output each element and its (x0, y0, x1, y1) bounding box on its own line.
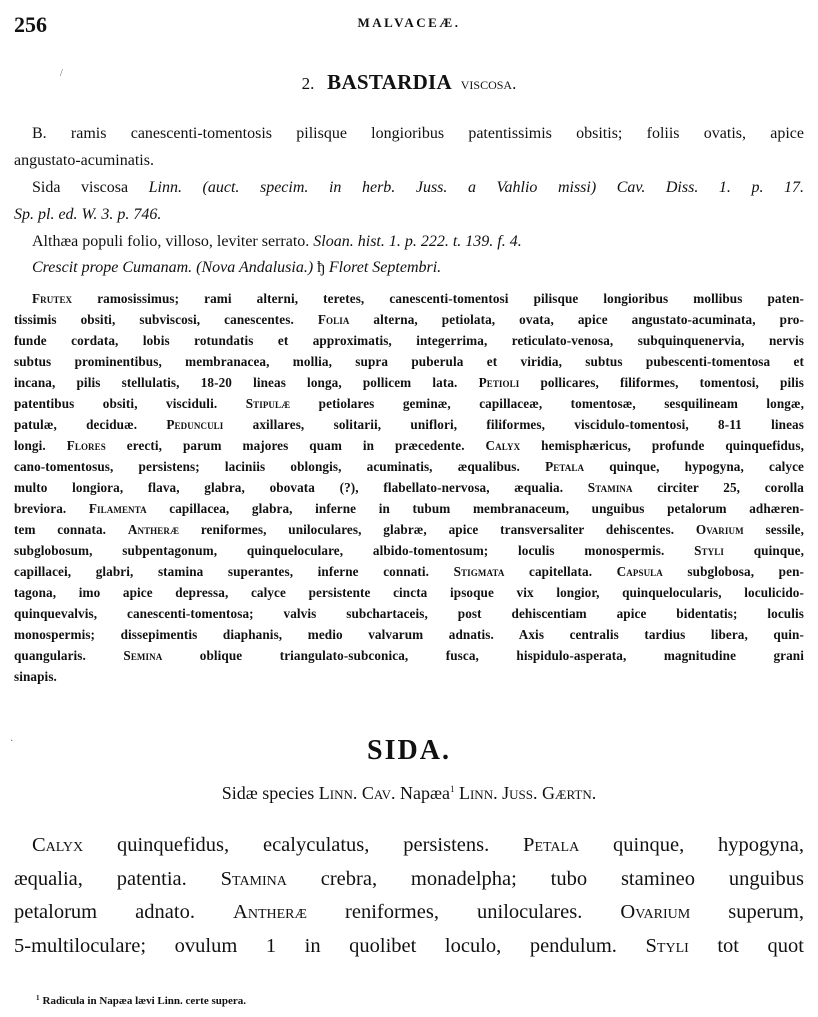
running-head: MALVACEÆ. (357, 15, 461, 30)
text-run: petiolares geminæ, capillaceæ, tomentosæ, sesquilineam longæ, (290, 396, 805, 411)
diagnosis-line: angustato-acuminatis. (14, 152, 154, 169)
footnote-marker: 1 (36, 994, 40, 1002)
text-run: monospermis; dissepimentis diaphanis, medio valvarum adnatis. Axis centralis tardius libera, quin- (14, 627, 804, 642)
footnote (36, 994, 246, 1007)
text-run: axillares, solitarii, uniflori, filiformes, viscidulo-tomentosi, 8-11 lineas (223, 417, 804, 432)
section-term: Capsula (616, 564, 663, 579)
text-run: sinapis. (14, 669, 57, 684)
text-run: quinquevalvis, canescenti-tomentosa; valvis subchartaceis, post dehiscentiam apice bidentatis; loculis (14, 606, 804, 621)
text-line (14, 414, 804, 435)
text-run: quinquefidus, ecalyculatus, persistens. (83, 834, 524, 856)
text-line (14, 829, 804, 863)
diagnosis-line: B. ramis canescenti-tomentosis pilisque longioribus patentissimis obsitis; foliis ovatis, apice (32, 125, 804, 142)
synonymy-authors: Linn. Juss. Gærtn. (454, 783, 597, 803)
text-run: oblique triangulato-subconica, fusca, hispidulo-asperata, magnitudine grani (162, 648, 805, 663)
text-line (14, 930, 804, 964)
text-run: longi. (14, 438, 67, 453)
species-number: 2. (301, 74, 315, 93)
text-line (14, 372, 804, 393)
section-term: Petala (523, 834, 580, 856)
text-line (14, 435, 804, 456)
section-term: Petala (545, 459, 585, 474)
text-run: alterna, petiolata, ovata, apice angustato-acuminata, pro- (349, 312, 804, 327)
text-line (14, 561, 804, 582)
species-epithet: viscosa. (460, 74, 517, 93)
synonym-althaea (14, 228, 804, 255)
text-run: quangularis. (14, 648, 124, 663)
text-run: patentibus obsiti, visciduli. (14, 396, 246, 411)
genus-synonymy (0, 783, 818, 804)
text-run: tagona, imo apice depressa, calyce persistente cincta ipsoque vix longior, quinquelocularis, loculicido- (14, 585, 804, 600)
text-line (14, 519, 804, 540)
text-run: hemisphæricus, profunde quinquefidus, (520, 438, 804, 453)
text-run: reniformes, uniloculares, glabræ, apice transversaliter dehiscentes. (179, 522, 696, 537)
section-term: Petioli (478, 375, 520, 390)
synonym-citation-cont: Sp. pl. ed. W. 3. p. 746. (14, 206, 162, 223)
text-run: tem connata. (14, 522, 128, 537)
text-run: 5-multiloculare; ovulum 1 in quolibet loculo, pendulum. (14, 934, 646, 957)
text-run: tissimis obsiti, subviscosi, canescentes. (14, 312, 318, 327)
section-term: Ovarium (695, 522, 744, 537)
text-run: sessile, (743, 522, 804, 537)
text-run: crebra, monadelpha; tubo stamineo unguibus (286, 867, 804, 890)
section-term: Flores (66, 438, 106, 453)
text-line (14, 393, 804, 414)
species-description (14, 288, 804, 687)
text-run: ramosissimus; rami alterni, teretes, canescenti-tomentosi pilisque longioribus mollibus paten- (72, 291, 804, 306)
diagnosis (14, 120, 804, 174)
text-line (14, 863, 804, 897)
synonym-line (14, 228, 804, 255)
text-run: patulæ, deciduæ. (14, 417, 167, 432)
text-run: incana, pilis stellulatis, 18-20 lineas longa, pollicem lata. (14, 375, 479, 390)
page-number: 256 (14, 12, 47, 37)
genus-description (14, 829, 804, 963)
text-run: tot quot (688, 934, 804, 957)
section-term: Antheræ (233, 901, 307, 923)
text-run: quinque, hypogyna, calyce (584, 459, 804, 474)
synonymy-text: Sidæ species (221, 783, 319, 803)
section-term: Stipulæ (245, 396, 291, 411)
text-run: cano-tomentosus, persistens; laciniis oblongis, acuminatis, æqualibus. (14, 459, 546, 474)
text-run: æqualia, patentia. (14, 867, 221, 890)
habitat-flowering: Floret Septembri. (324, 259, 442, 276)
section-term: Semina (123, 648, 163, 663)
footnote-text: Radicula in Napæa lævi Linn. certe supera. (42, 995, 247, 1007)
section-term: Pedunculi (166, 417, 224, 432)
section-term: Filamenta (88, 501, 147, 516)
section-term: Stamina (587, 480, 633, 495)
text-run: breviora. (14, 501, 89, 516)
section-term: Ovarium (620, 901, 691, 923)
synonym-citation: Linn. (auct. specim. in herb. Juss. a Vahlio missi) Cav. Diss. 1. p. 17. (148, 179, 804, 196)
habitat-line (14, 254, 804, 281)
section-term: Folia (317, 312, 350, 327)
text-line (14, 896, 804, 930)
text-run: capillacea, glabra, inferne in tubum membranaceum, unguibus petalorum adhæren- (146, 501, 804, 516)
text-run: erecti, parum majores quam in præcedente. (105, 438, 486, 453)
text-line (14, 603, 804, 624)
text-line (14, 288, 804, 309)
synonym-line (14, 174, 804, 201)
section-term: Calyx (32, 834, 84, 856)
text-line (14, 666, 804, 687)
text-run: subglobosa, pen- (662, 564, 805, 579)
section-term: Stigmata (453, 564, 505, 579)
habitat-locality: Crescit prope Cumanam. (Nova Andalusia.) (32, 259, 318, 276)
synonymy-authors: Linn. Cav. (318, 783, 396, 803)
text-run: superum, (690, 901, 804, 923)
text-line (14, 477, 804, 498)
text-line (14, 498, 804, 519)
text-line (14, 309, 804, 330)
text-run: multo longiora, flava, glabra, obovata (?), flabellato-nervosa, æqualia. (14, 480, 588, 495)
text-line (14, 624, 804, 645)
species-genus: BASTARDIA (327, 70, 452, 94)
synonymy-text: Napæa (395, 783, 450, 803)
synonym-sida-viscosa (14, 174, 804, 228)
text-run: circiter 25, corolla (632, 480, 804, 495)
section-term: Stamina (220, 867, 287, 890)
text-line (14, 540, 804, 561)
section-term: Calyx (485, 438, 521, 453)
section-term: Frutex (32, 291, 73, 306)
section-term: Antheræ (127, 522, 180, 537)
section-term: Styli (645, 934, 689, 957)
text-run: subtus prominentibus, membranacea, mollia, supra puberula et viridia, subtus pubescenti-tomentosa et (14, 354, 804, 369)
text-run: subglobosum, subpentagonum, quinqueloculare, albido-tomentosum; loculis monospermis. (14, 543, 695, 558)
text-run: pollicares, filiformes, tomentosi, pilis (519, 375, 804, 390)
print-speck: · (10, 736, 14, 747)
shrub-symbol-icon: ђ (317, 259, 325, 276)
synonym-name: Althæa populi folio, villoso, leviter serrato. (32, 233, 314, 250)
print-speck: / (60, 68, 63, 79)
footnote-reference[interactable]: 1 (449, 784, 455, 794)
text-line (14, 456, 804, 477)
text-line (14, 645, 804, 666)
text-run: funde cordata, lobis rotundatis et approximatis, integerrima, reticulato-venosa, subquinquenervia, nervis (14, 333, 804, 348)
text-line (14, 582, 804, 603)
text-run: capitellata. (504, 564, 617, 579)
section-term: Styli (694, 543, 724, 558)
text-line (14, 330, 804, 351)
text-line (14, 351, 804, 372)
text-run: capillacei, glabri, stamina superantes, inferne connati. (14, 564, 454, 579)
synonym-citation: Sloan. hist. 1. p. 222. t. 139. f. 4. (313, 233, 522, 250)
synonym-name: Sida viscosa (32, 179, 149, 196)
text-run: quinque, hypogyna, (579, 834, 804, 856)
text-run: quinque, (723, 543, 804, 558)
text-run: petalorum adnato. (14, 901, 234, 923)
genus-title: SIDA. (367, 735, 451, 766)
text-run: reniformes, uniloculares. (306, 901, 621, 923)
species-heading (0, 70, 818, 95)
habitat (14, 254, 804, 281)
